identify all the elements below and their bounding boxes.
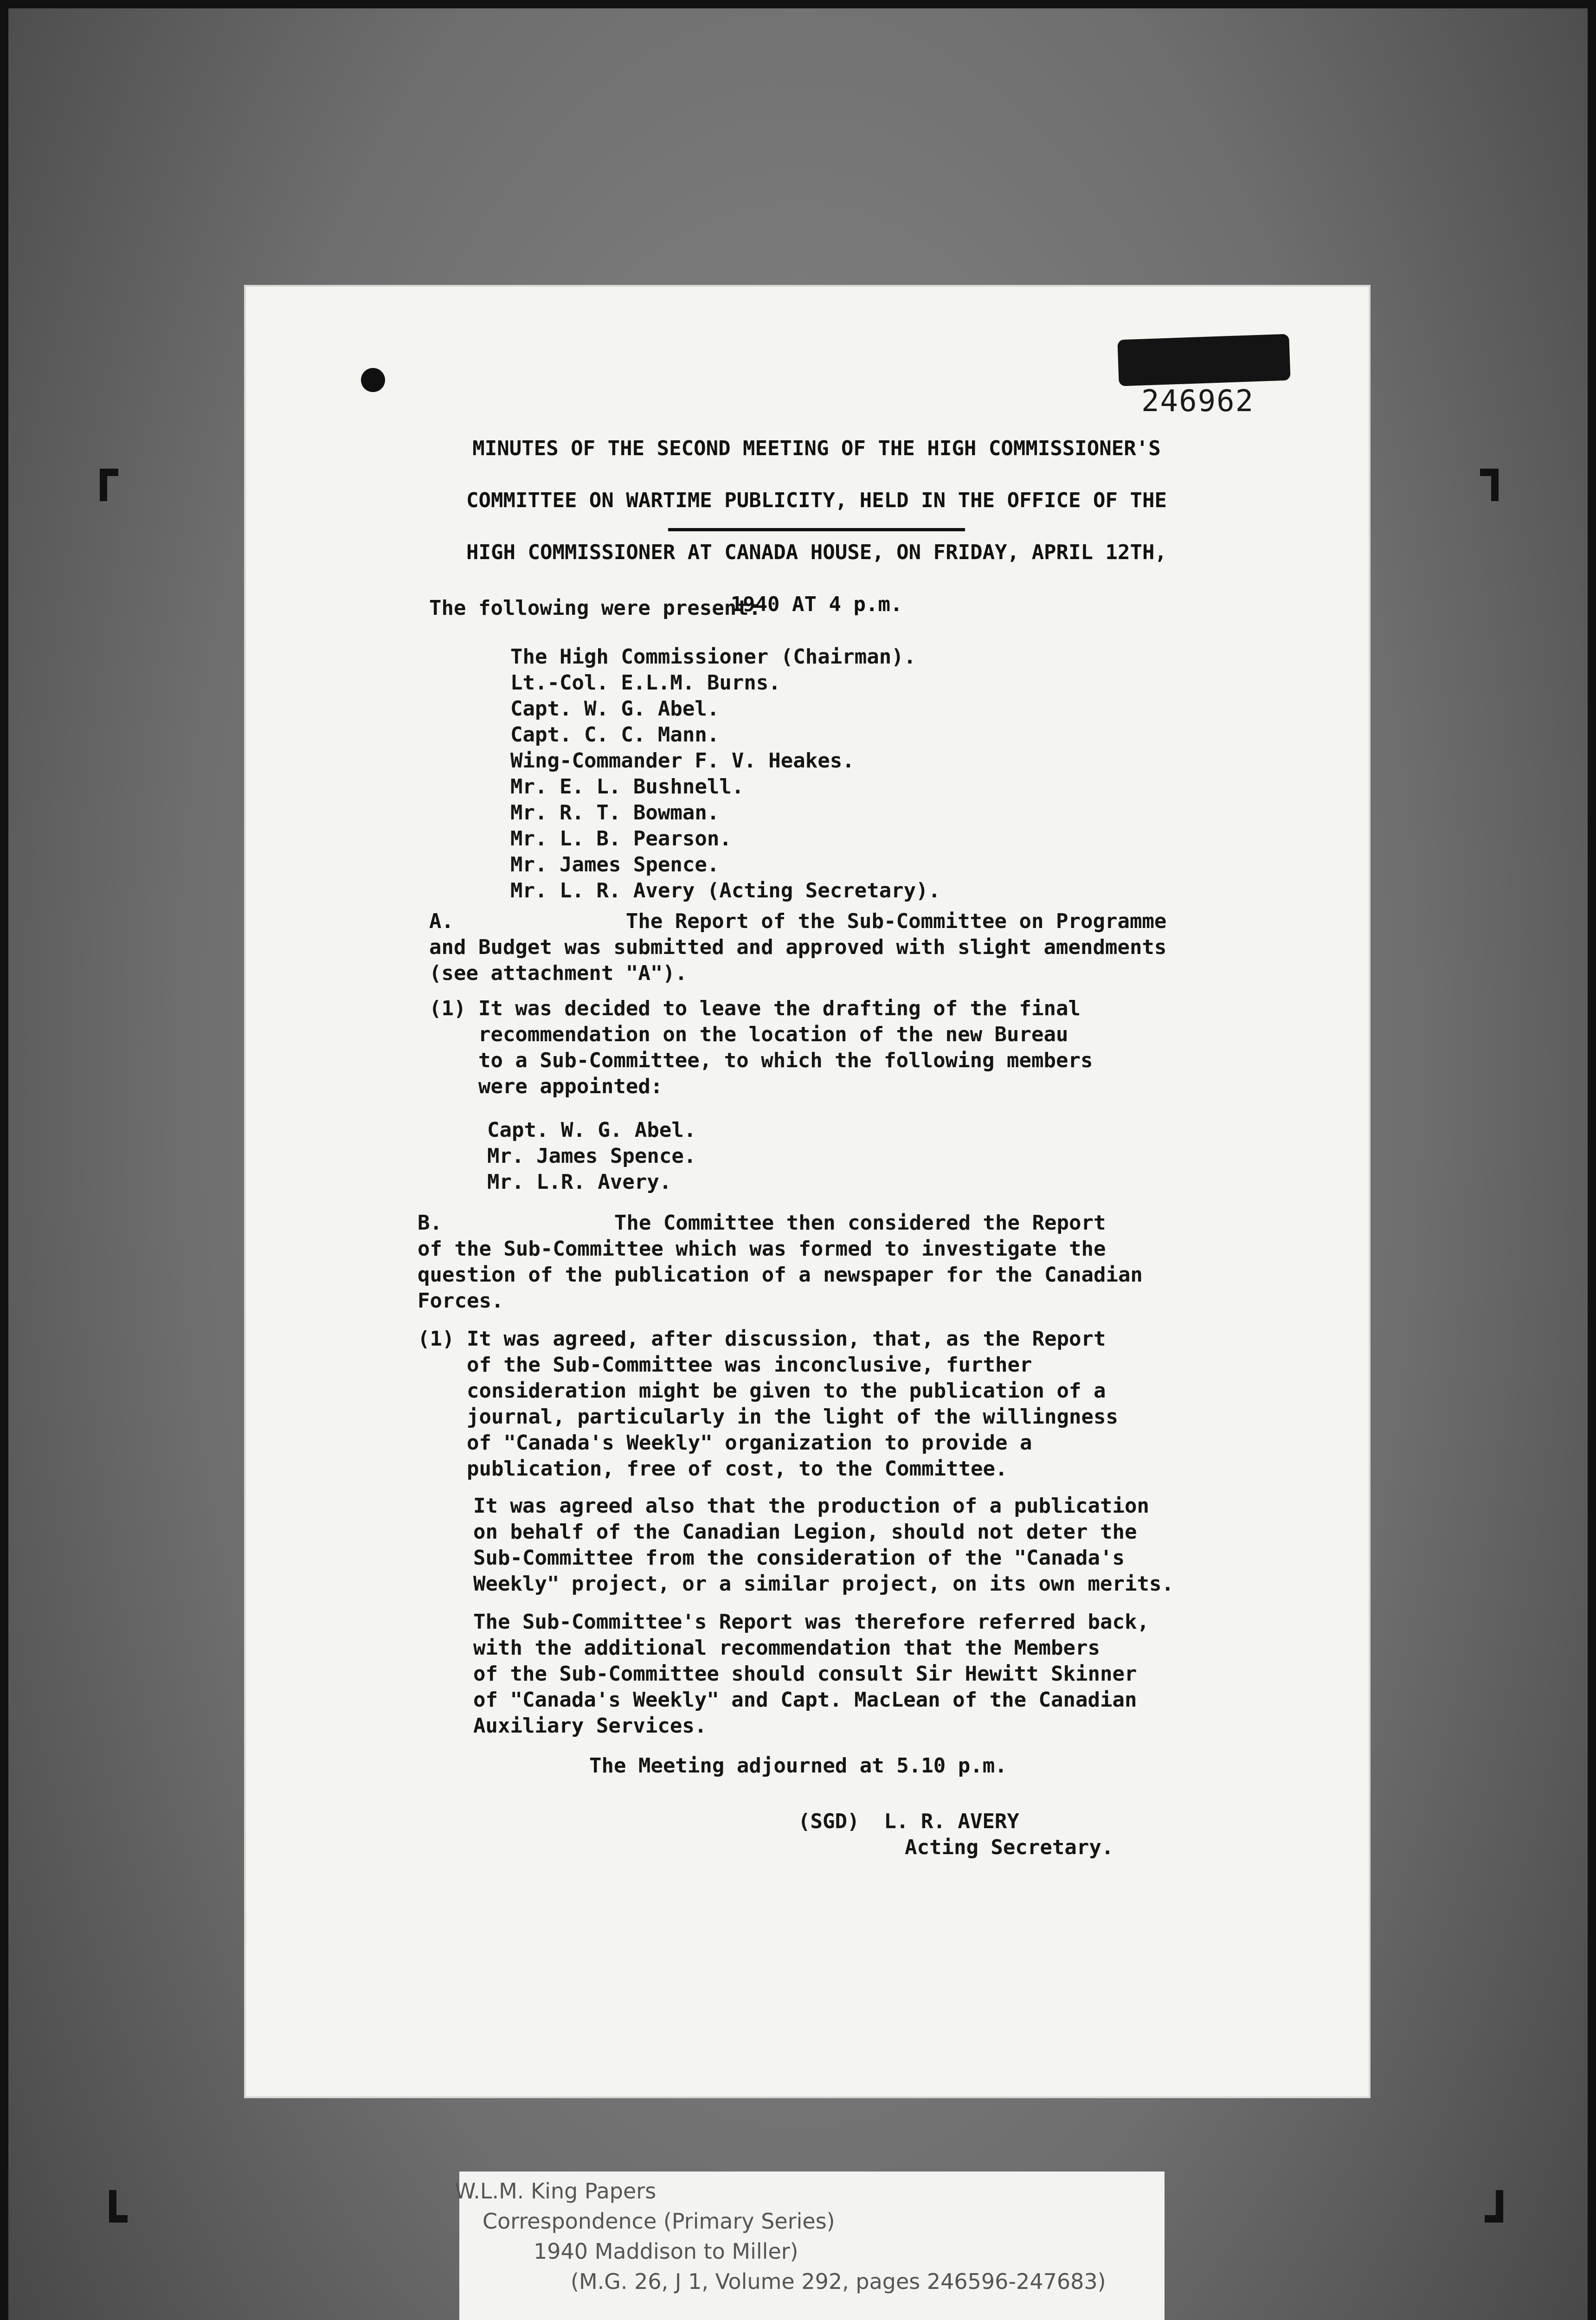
signature-line: (SGD) L. R. AVERY bbox=[798, 1810, 1019, 1833]
section-b1-paragraph2-line: on behalf of the Canadian Legion, should not deter the bbox=[473, 1520, 1137, 1544]
section-b-line: Forces. bbox=[418, 1289, 504, 1313]
section-b1-line: publication, free of cost, to the Committee. bbox=[418, 1457, 1008, 1481]
attendee: Mr. James Spence. bbox=[510, 853, 720, 876]
section-b1-paragraph2-line: It was agreed also that the production of a publication bbox=[473, 1494, 1149, 1518]
attendee: Lt.-Col. E.L.M. Burns. bbox=[510, 671, 781, 695]
section-a-line: and Budget was submitted and approved with slight amendments bbox=[429, 935, 1167, 959]
section-b1-paragraph3-line: Auxiliary Services. bbox=[473, 1714, 707, 1738]
section-a1-line: to a Sub-Committee, to which the following members bbox=[429, 1049, 1093, 1072]
crop-mark-top-left bbox=[100, 469, 118, 501]
section-a-line: (see attachment "A"). bbox=[429, 961, 688, 985]
label-line: W.L.M. King Papers bbox=[455, 2178, 656, 2204]
section-a1-line: (1) It was decided to leave the drafting of the final bbox=[429, 997, 1081, 1020]
attendee: The High Commissioner (Chairman). bbox=[510, 645, 916, 669]
section-a-line: A. The Report of the Sub-Committee on Programme bbox=[429, 909, 1167, 933]
present-heading: The following were present: bbox=[429, 596, 761, 620]
section-b1-line: of the Sub-Committee was inconclusive, further bbox=[418, 1353, 1032, 1377]
section-b1-line: of "Canada's Weekly" organization to provide a bbox=[418, 1431, 1032, 1455]
punch-hole bbox=[361, 368, 385, 392]
section-a1-line: were appointed: bbox=[429, 1075, 663, 1098]
title-underline bbox=[668, 528, 965, 531]
title-line: 1940 AT 4 p.m. bbox=[730, 593, 903, 616]
signature-title: Acting Secretary. bbox=[905, 1836, 1114, 1859]
document-number: 246962 bbox=[1141, 384, 1255, 419]
section-b1-paragraph3-line: with the additional recommendation that the Members bbox=[473, 1636, 1100, 1660]
attendee: Capt. W. G. Abel. bbox=[510, 697, 720, 721]
title-line: MINUTES OF THE SECOND MEETING OF THE HIGH COMMISSIONER'S bbox=[472, 437, 1161, 460]
section-b-line: of the Sub-Committee which was formed to investigate the bbox=[418, 1237, 1106, 1261]
section-b1-line: journal, particularly in the light of the willingness bbox=[418, 1405, 1118, 1429]
document-page bbox=[246, 287, 1369, 2096]
subcommittee-member: Mr. L.R. Avery. bbox=[487, 1170, 672, 1194]
crop-mark-top-right bbox=[1480, 469, 1499, 501]
section-b1-line: (1) It was agreed, after discussion, that, as the Report bbox=[418, 1327, 1106, 1351]
subcommittee-member: Capt. W. G. Abel. bbox=[487, 1118, 696, 1142]
section-b1-paragraph3-line: The Sub-Committee's Report was therefore referred back, bbox=[473, 1610, 1149, 1634]
redaction-mark bbox=[1117, 334, 1290, 387]
section-b1-paragraph2-line: Weekly" project, or a similar project, on its own merits. bbox=[473, 1572, 1174, 1596]
attendee: Wing-Commander F. V. Heakes. bbox=[510, 749, 855, 773]
attendee: Mr. L. R. Avery (Acting Secretary). bbox=[510, 879, 941, 902]
section-b1-paragraph3-line: of "Canada's Weekly" and Capt. MacLean of the Canadian bbox=[473, 1688, 1137, 1712]
crop-mark-bottom-left bbox=[109, 2190, 128, 2223]
attendee: Mr. E. L. Bushnell. bbox=[510, 775, 744, 799]
attendee: Capt. C. C. Mann. bbox=[510, 723, 720, 747]
label-line: Correspondence (Primary Series) bbox=[483, 2209, 835, 2234]
attendee: Mr. L. B. Pearson. bbox=[510, 827, 732, 851]
section-b1-paragraph2-line: Sub-Committee from the consideration of the "Canada's bbox=[473, 1546, 1125, 1570]
crop-mark-bottom-right bbox=[1485, 2190, 1503, 2223]
section-b1-line: consideration might be given to the publication of a bbox=[418, 1379, 1106, 1403]
title-line: HIGH COMMISSIONER AT CANADA HOUSE, ON FRIDAY, APRIL 12TH, bbox=[466, 541, 1167, 564]
section-b-line: question of the publication of a newspaper for the Canadian bbox=[418, 1263, 1143, 1287]
subcommittee-member: Mr. James Spence. bbox=[487, 1144, 696, 1168]
section-b-line: B. The Committee then considered the Report bbox=[418, 1211, 1106, 1235]
archive-reference-label bbox=[455, 2172, 1165, 2320]
attendee: Mr. R. T. Bowman. bbox=[510, 801, 720, 825]
title-line: COMMITTEE ON WARTIME PUBLICITY, HELD IN THE OFFICE OF THE bbox=[466, 489, 1167, 512]
section-a1-line: recommendation on the location of the new Bureau bbox=[429, 1023, 1068, 1046]
label-line: 1940 Maddison to Miller) bbox=[534, 2239, 798, 2264]
label-line: (M.G. 26, J 1, Volume 292, pages 246596-247683) bbox=[571, 2269, 1106, 2294]
adjourned-line: The Meeting adjourned at 5.10 p.m. bbox=[589, 1754, 1007, 1778]
section-b1-paragraph3-line: of the Sub-Committee should consult Sir Hewitt Skinner bbox=[473, 1662, 1137, 1686]
